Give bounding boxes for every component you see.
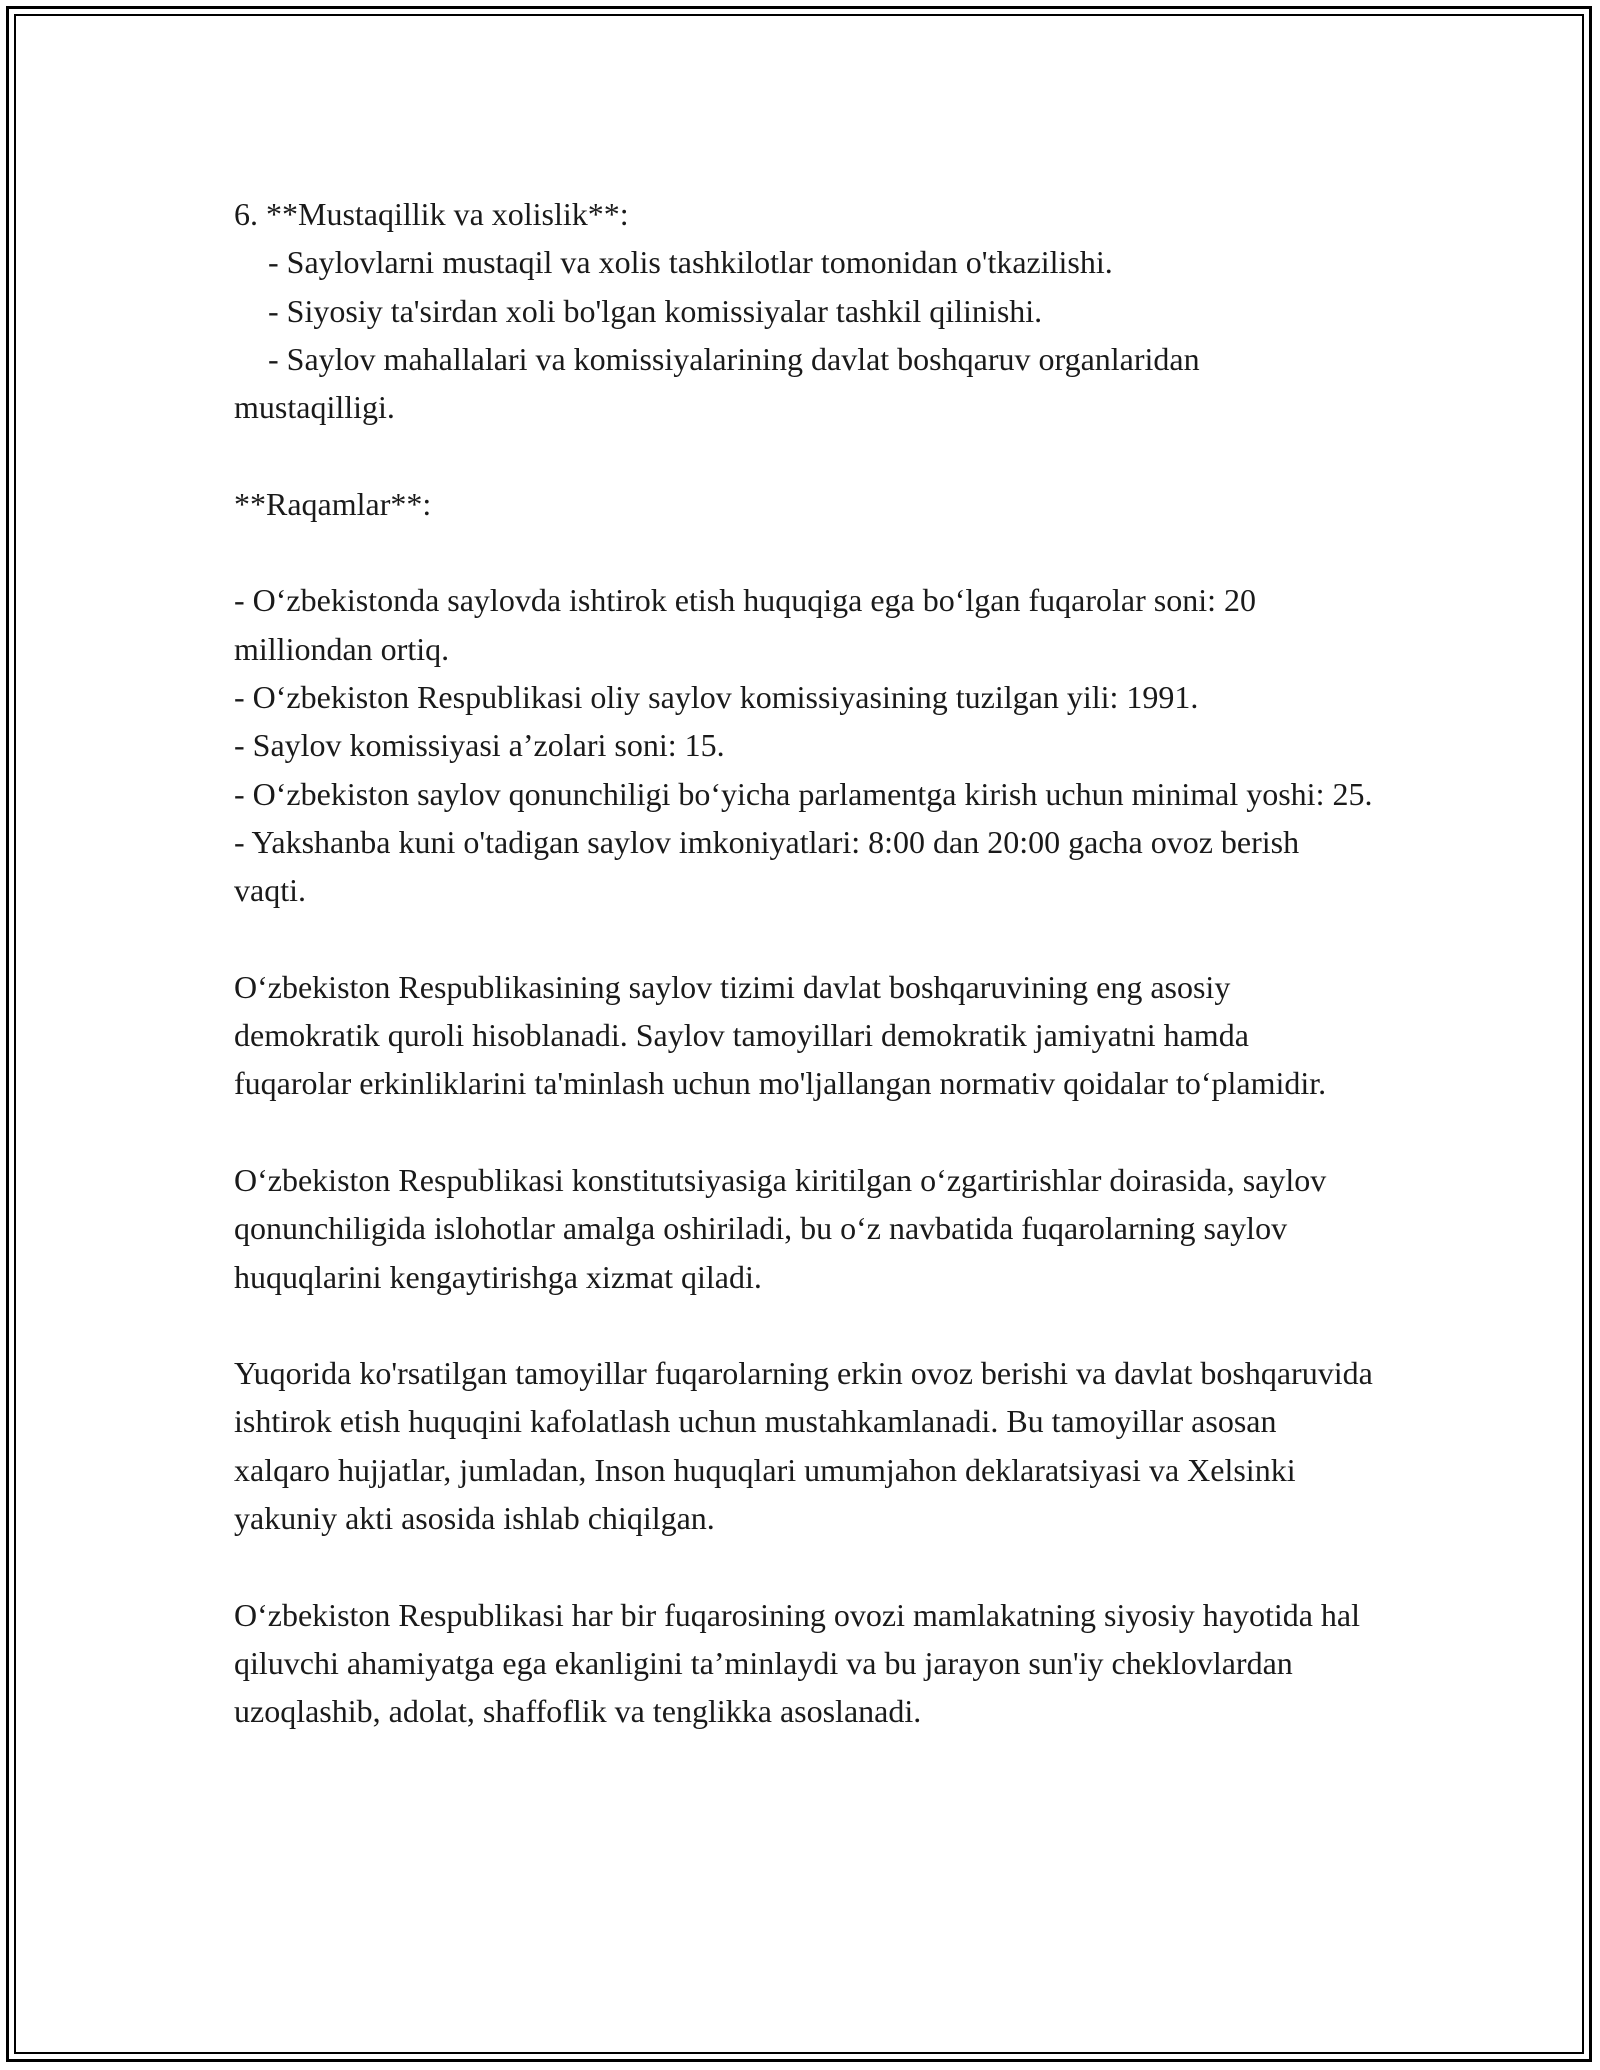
- list-item: - Saylovlarni mustaqil va xolis tashkilotlar tomonidan o'tkazilishi.: [268, 244, 1113, 281]
- list-item: - O‘zbekistonda saylovda ishtirok etish huquqiga ega bo‘lgan fuqarolar soni: 20 milliondan ortiq.: [234, 582, 1256, 667]
- paragraph: O‘zbekiston Respublikasi har bir fuqarosining ovozi mamlakatning siyosiy hayotida hal qiluvchi ahamiyatga ega ekanligini ta’minlaydi va bu jarayon sun'iy cheklovlardan uzoqlashib, adolat, shaffoflik va tenglikka asoslanadi.: [234, 1596, 1361, 1730]
- list-item: - Saylov mahallalari va komissiyalarining davlat boshqaruv organlaridan: [268, 340, 1200, 377]
- paragraph: O‘zbekiston Respublikasi konstitutsiyasiga kiritilgan o‘zgartirishlar doirasida, saylov qonunchiligida islohotlar amalga oshiriladi, bu o‘z navbatida fuqarolarning saylov huquqlarini kengaytirishga xizmat qiladi.: [234, 1161, 1327, 1295]
- numbers-heading: **Raqamlar**:: [234, 485, 432, 522]
- list-item-continuation: mustaqilligi.: [234, 389, 395, 426]
- list-item: - Saylov komissiyasi a’zolari soni: 15.: [234, 727, 725, 764]
- list-item: - Yakshanba kuni o'tadigan saylov imkoniyatlari: 8:00 dan 20:00 gacha ovoz berish vaqti.: [234, 823, 1300, 909]
- document-body: [234, 190, 1374, 1736]
- paragraph: Yuqorida ko'rsatilgan tamoyillar fuqarolarning erkin ovoz berishi va davlat boshqaruvida ishtirok etish huquqini kafolatlash uchun mustahkamlanadi. Bu tamoyillar asosan xalqaro hujjatlar, jumladan, Inson huquqlari umumjahon deklaratsiyasi va Xelsinki yakuniy akti asosida ishlab chiqilgan.: [234, 1355, 1373, 1537]
- list-item: - O‘zbekiston saylov qonunchiligi bo‘yicha parlamentga kirish uchun minimal yoshi: 25.: [234, 775, 1373, 812]
- list-item: - Siyosiy ta'sirdan xoli bo'lgan komissiyalar tashkil qilinishi.: [268, 292, 1043, 329]
- paragraph: O‘zbekiston Respublikasining saylov tizimi davlat boshqaruvining eng asosiy demokratik quroli hisoblanadi. Saylov tamoyillari demokratik jamiyatni hamda fuqarolar erkinliklarini ta'minlash uchun mo'ljallangan normativ qoidalar to‘plamidir.: [234, 968, 1327, 1102]
- list-item: - O‘zbekiston Respublikasi oliy saylov komissiyasining tuzilgan yili: 1991.: [234, 678, 1199, 715]
- section-heading: 6. **Mustaqillik va xolislik**:: [234, 196, 629, 232]
